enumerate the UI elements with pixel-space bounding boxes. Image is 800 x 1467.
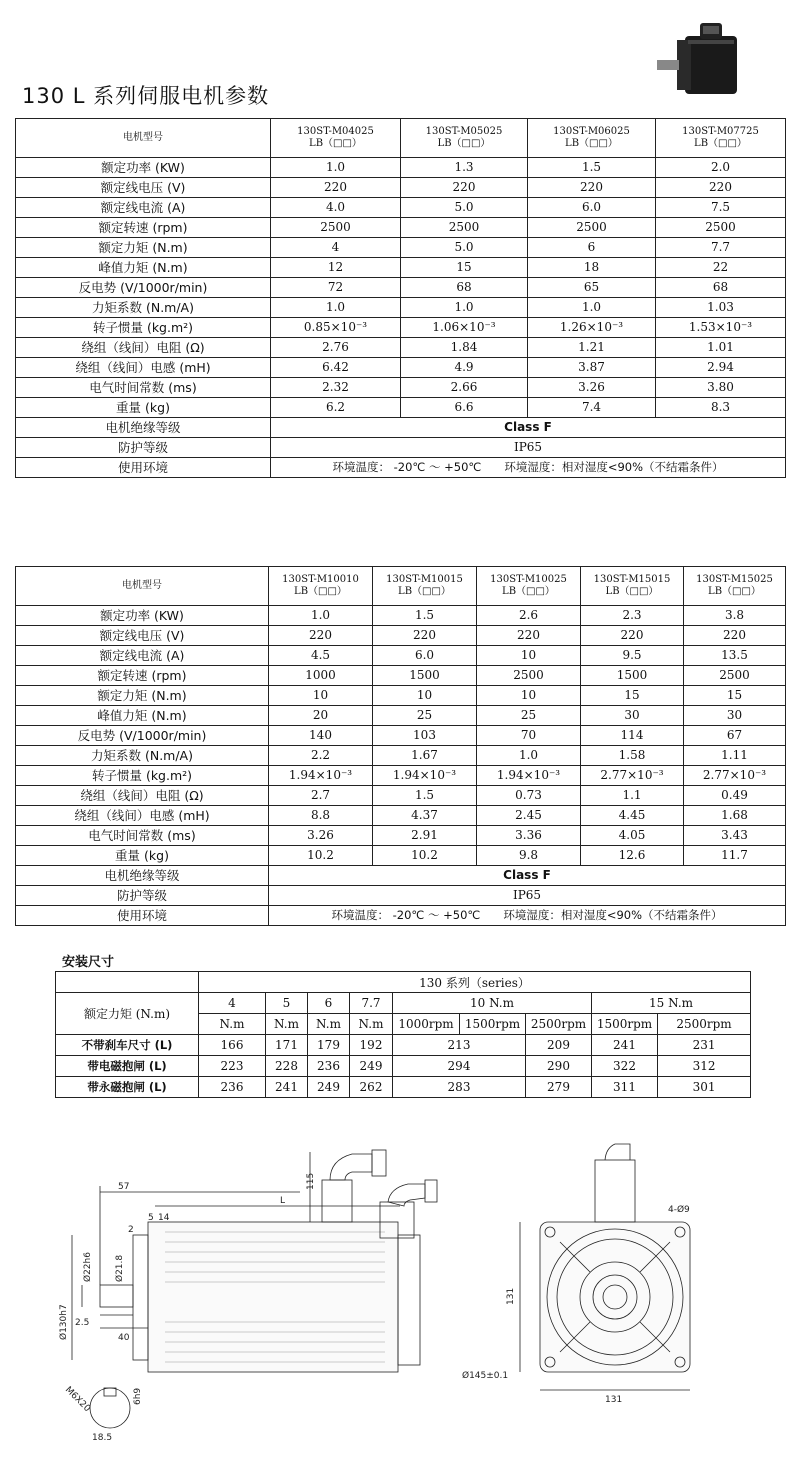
group-10nm: 10 N.m — [393, 993, 592, 1014]
model-name: 130ST-M15025 — [696, 574, 773, 585]
dims-value: 290 — [526, 1056, 592, 1077]
spec-value: 1.94×10⁻³ — [373, 766, 477, 786]
spec-value: 1.58 — [581, 746, 684, 766]
model-name: 130ST-M10010 — [282, 574, 359, 585]
unit: N.m — [308, 1014, 350, 1035]
dims-value: 209 — [526, 1035, 592, 1056]
spec-value: 1500 — [373, 666, 477, 686]
spec-value: 10.2 — [269, 846, 373, 866]
environment-row — [16, 906, 786, 926]
model-header-row — [16, 119, 786, 158]
unit: N.m — [266, 1014, 308, 1035]
model-suffix: LB（□□） — [694, 138, 747, 149]
model-name: 130ST-M07725 — [682, 126, 759, 137]
model-suffix: LB（□□） — [437, 138, 491, 149]
insulation-row-label: 电机绝缘等级 — [16, 866, 269, 886]
torque-value: 5 — [266, 993, 308, 1014]
spec-value: 2.94 — [656, 358, 786, 378]
spec-label: 峰值力矩 (N.m) — [16, 706, 269, 726]
dims-row-label: 不带刹车尺寸 (L) — [56, 1035, 199, 1056]
speed: 1000rpm — [393, 1014, 460, 1035]
spec-row — [16, 278, 786, 298]
model-name-cell — [271, 119, 401, 158]
dims-value: 223 — [199, 1056, 266, 1077]
environment-row — [16, 458, 786, 478]
spec-value: 1.01 — [656, 338, 786, 358]
dims-value: 236 — [308, 1056, 350, 1077]
model-suffix: LB（□□） — [502, 586, 555, 597]
dims-value: 228 — [266, 1056, 308, 1077]
dim-22h6: Ø22h6 — [83, 1252, 93, 1282]
dims-row-label: 带永磁抱闸 (L) — [56, 1077, 199, 1098]
unit: N.m — [199, 1014, 266, 1035]
spec-value: 220 — [528, 178, 656, 198]
dim-115: 115 — [306, 1172, 316, 1190]
spec-value: 2.0 — [656, 158, 786, 178]
spec-value: 70 — [477, 726, 581, 746]
spec-value: 4.37 — [373, 806, 477, 826]
spec-label: 峰值力矩 (N.m) — [16, 258, 271, 278]
spec-row — [16, 626, 786, 646]
dims-value: 179 — [308, 1035, 350, 1056]
dims-value: 241 — [266, 1077, 308, 1098]
dims-value: 301 — [658, 1077, 751, 1098]
model-name-cell — [581, 567, 684, 606]
spec-value: 18 — [528, 258, 656, 278]
spec-row — [16, 218, 786, 238]
spec-value: 3.36 — [477, 826, 581, 846]
spec-value: 3.26 — [528, 378, 656, 398]
spec-value: 65 — [528, 278, 656, 298]
insulation-row-value: Class F — [271, 418, 786, 438]
environment-row-value: 环境温度： -20℃ ～ +50℃ 环境湿度：相对湿度<90%（不结霜条件） — [271, 458, 786, 478]
spec-value: 1.03 — [656, 298, 786, 318]
spec-value: 25 — [373, 706, 477, 726]
dim-m6x20: M6X20 — [62, 1385, 92, 1415]
spec-value: 7.7 — [656, 238, 786, 258]
model-name: 130ST-M10025 — [490, 574, 567, 585]
spec-value: 15 — [684, 686, 786, 706]
spec-value: 0.49 — [684, 786, 786, 806]
spec-value: 1.11 — [684, 746, 786, 766]
spec-value: 2500 — [271, 218, 401, 238]
spec-value: 3.80 — [656, 378, 786, 398]
spec-value: 0.73 — [477, 786, 581, 806]
spec-row — [16, 178, 786, 198]
dims-value: 249 — [308, 1077, 350, 1098]
page-title: 130 L 系列伺服电机参数 — [22, 84, 270, 108]
spec-label: 重量 (kg) — [16, 398, 271, 418]
dim-131-width: 131 — [605, 1395, 623, 1405]
model-header-label: 电机型号 — [16, 567, 269, 606]
insulation-row-value: Class F — [269, 866, 786, 886]
spec-row — [16, 746, 786, 766]
model-name: 130ST-M10015 — [386, 574, 463, 585]
spec-value: 2.76 — [271, 338, 401, 358]
spec-value: 1.0 — [271, 158, 401, 178]
spec-value: 220 — [271, 178, 401, 198]
dimension-drawing — [0, 1140, 800, 1467]
spec-row — [16, 358, 786, 378]
torque-value: 6 — [308, 993, 350, 1014]
insulation-row-label: 电机绝缘等级 — [16, 418, 271, 438]
spec-value: 10 — [269, 686, 373, 706]
spec-row — [16, 686, 786, 706]
dim-21: Ø21.8 — [115, 1254, 125, 1282]
spec-value: 2.77×10⁻³ — [581, 766, 684, 786]
spec-value: 6.42 — [271, 358, 401, 378]
dims-value: 322 — [592, 1056, 658, 1077]
spec-value: 1.5 — [528, 158, 656, 178]
spec-value: 2.66 — [401, 378, 528, 398]
spec-value: 6.6 — [401, 398, 528, 418]
spec-value: 4.5 — [269, 646, 373, 666]
spec-value: 0.85×10⁻³ — [271, 318, 401, 338]
spec-value: 1500 — [581, 666, 684, 686]
dims-row-label: 带电磁抱闸 (L) — [56, 1056, 199, 1077]
spec-value: 4.05 — [581, 826, 684, 846]
spec-value: 6.2 — [271, 398, 401, 418]
spec-value: 72 — [271, 278, 401, 298]
spec-label: 额定转速 (rpm) — [16, 666, 269, 686]
spec-table-1 — [15, 118, 786, 478]
group-15nm: 15 N.m — [592, 993, 751, 1014]
spec-value: 1.0 — [271, 298, 401, 318]
spec-value: 12 — [271, 258, 401, 278]
spec-value: 68 — [401, 278, 528, 298]
protection-row — [16, 438, 786, 458]
dims-value: 213 — [393, 1035, 526, 1056]
spec-value: 2.6 — [477, 606, 581, 626]
spec-row — [16, 238, 786, 258]
dims-value: 249 — [350, 1056, 393, 1077]
dim-18-5: 18.5 — [92, 1433, 113, 1443]
spec-row — [16, 646, 786, 666]
spec-value: 1.53×10⁻³ — [656, 318, 786, 338]
spec-label: 绕组（线间）电感 (mH) — [16, 806, 269, 826]
dim-5: 5 — [148, 1213, 154, 1223]
spec-value: 4.0 — [271, 198, 401, 218]
spec-value: 8.3 — [656, 398, 786, 418]
spec-value: 4.9 — [401, 358, 528, 378]
spec-value: 2.3 — [581, 606, 684, 626]
model-suffix: LB（□□） — [294, 586, 347, 597]
spec-value: 1.68 — [684, 806, 786, 826]
spec-row — [16, 786, 786, 806]
series-header: 130 系列（series） — [199, 972, 751, 993]
speed: 1500rpm — [592, 1014, 658, 1035]
model-name: 130ST-M06025 — [553, 126, 630, 137]
dims-value: 312 — [658, 1056, 751, 1077]
model-name: 130ST-M04025 — [297, 126, 374, 137]
spec-value: 1.0 — [477, 746, 581, 766]
spec-value: 220 — [373, 626, 477, 646]
spec-value: 20 — [269, 706, 373, 726]
dim-130h7: Ø130h7 — [59, 1304, 69, 1340]
model-name-cell — [477, 567, 581, 606]
spec-value: 1.0 — [269, 606, 373, 626]
dims-value: 294 — [393, 1056, 526, 1077]
motor-photo — [655, 18, 745, 98]
spec-value: 3.26 — [269, 826, 373, 846]
spec-row — [16, 198, 786, 218]
spec-value: 2.7 — [269, 786, 373, 806]
protection-row-value: IP65 — [271, 438, 786, 458]
spec-row — [16, 298, 786, 318]
spec-value: 1.5 — [373, 786, 477, 806]
spec-value: 114 — [581, 726, 684, 746]
spec-value: 1.84 — [401, 338, 528, 358]
spec-label: 额定力矩 (N.m) — [16, 238, 271, 258]
spec-label: 重量 (kg) — [16, 846, 269, 866]
dims-value: 192 — [350, 1035, 393, 1056]
torque-value: 7.7 — [350, 993, 393, 1014]
torque-label: 额定力矩 (N.m) — [56, 993, 199, 1035]
spec-label: 反电势 (V/1000r/min) — [16, 726, 269, 746]
spec-value: 2.2 — [269, 746, 373, 766]
spec-value: 220 — [269, 626, 373, 646]
spec-value: 7.4 — [528, 398, 656, 418]
spec-label: 额定转速 (rpm) — [16, 218, 271, 238]
spec-label: 额定功率 (KW) — [16, 606, 269, 626]
speed: 2500rpm — [526, 1014, 592, 1035]
spec-label: 力矩系数 (N.m/A) — [16, 746, 269, 766]
spec-label: 额定线电压 (V) — [16, 178, 271, 198]
spec-label: 电气时间常数 (ms) — [16, 826, 269, 846]
speed: 2500rpm — [658, 1014, 751, 1035]
spec-value: 220 — [684, 626, 786, 646]
spec-table-2 — [15, 566, 786, 926]
environment-row-label: 使用环境 — [16, 906, 269, 926]
dims-value: 166 — [199, 1035, 266, 1056]
spec-value: 3.87 — [528, 358, 656, 378]
spec-value: 2.45 — [477, 806, 581, 826]
spec-value: 220 — [401, 178, 528, 198]
protection-row-label: 防护等级 — [16, 886, 269, 906]
spec-value: 30 — [684, 706, 786, 726]
spec-value: 1.21 — [528, 338, 656, 358]
spec-value: 15 — [581, 686, 684, 706]
environment-row-value: 环境温度： -20℃ ～ +50℃ 环境湿度：相对湿度<90%（不结霜条件） — [269, 906, 786, 926]
spec-value: 1.3 — [401, 158, 528, 178]
spec-value: 22 — [656, 258, 786, 278]
spec-value: 9.8 — [477, 846, 581, 866]
model-name: 130ST-M05025 — [425, 126, 503, 137]
dim-4-holes: 4-Ø9 — [668, 1205, 690, 1215]
spec-row — [16, 726, 786, 746]
spec-value: 10.2 — [373, 846, 477, 866]
protection-row — [16, 886, 786, 906]
spec-value: 2.32 — [271, 378, 401, 398]
spec-row — [16, 258, 786, 278]
spec-value: 4 — [271, 238, 401, 258]
spec-value: 8.8 — [269, 806, 373, 826]
spec-row — [16, 806, 786, 826]
spec-value: 1.5 — [373, 606, 477, 626]
spec-label: 绕组（线间）电阻 (Ω) — [16, 338, 271, 358]
spec-label: 绕组（线间）电感 (mH) — [16, 358, 271, 378]
environment-row-label: 使用环境 — [16, 458, 271, 478]
spec-value: 220 — [656, 178, 786, 198]
spec-row — [16, 378, 786, 398]
model-name-cell — [684, 567, 786, 606]
dims-value: 311 — [592, 1077, 658, 1098]
dims-value: 283 — [393, 1077, 526, 1098]
spec-row — [16, 606, 786, 626]
spec-label: 电气时间常数 (ms) — [16, 378, 271, 398]
spec-value: 5.0 — [401, 198, 528, 218]
spec-row — [16, 846, 786, 866]
spec-value: 12.6 — [581, 846, 684, 866]
insulation-row — [16, 418, 786, 438]
torque-value: 4 — [199, 993, 266, 1014]
model-header-label: 电机型号 — [16, 119, 271, 158]
dim-40: 40 — [118, 1333, 130, 1343]
spec-label: 额定力矩 (N.m) — [16, 686, 269, 706]
dims-row — [56, 1056, 751, 1077]
spec-value: 1.67 — [373, 746, 477, 766]
model-header-row — [16, 567, 786, 606]
spec-row — [16, 338, 786, 358]
model-suffix: LB（□□） — [309, 138, 362, 149]
spec-value: 2.77×10⁻³ — [684, 766, 786, 786]
spec-label: 力矩系数 (N.m/A) — [16, 298, 271, 318]
spec-value: 30 — [581, 706, 684, 726]
spec-value: 6.0 — [373, 646, 477, 666]
spec-value: 67 — [684, 726, 786, 746]
spec-value: 15 — [401, 258, 528, 278]
spec-value: 1000 — [269, 666, 373, 686]
spec-value: 11.7 — [684, 846, 786, 866]
install-dimensions-title: 安装尺寸 — [62, 955, 115, 970]
dimensions-table — [55, 971, 751, 1098]
spec-value: 1.0 — [528, 298, 656, 318]
spec-row — [16, 398, 786, 418]
spec-row — [16, 706, 786, 726]
spec-row — [16, 318, 786, 338]
spec-row — [16, 158, 786, 178]
spec-value: 3.8 — [684, 606, 786, 626]
protection-row-value: IP65 — [269, 886, 786, 906]
dim-145: Ø145±0.1 — [462, 1371, 509, 1381]
spec-value: 1.0 — [401, 298, 528, 318]
spec-label: 额定功率 (KW) — [16, 158, 271, 178]
spec-value: 4.45 — [581, 806, 684, 826]
insulation-row — [16, 866, 786, 886]
spec-row — [16, 766, 786, 786]
model-name-cell — [656, 119, 786, 158]
spec-value: 1.94×10⁻³ — [477, 766, 581, 786]
model-name: 130ST-M15015 — [593, 574, 671, 585]
dim-2-5: 2.5 — [75, 1318, 90, 1328]
dims-value: 279 — [526, 1077, 592, 1098]
spec-value: 1.06×10⁻³ — [401, 318, 528, 338]
spec-value: 68 — [656, 278, 786, 298]
model-suffix: LB（□□） — [708, 586, 761, 597]
spec-value: 2500 — [656, 218, 786, 238]
dims-value: 231 — [658, 1035, 751, 1056]
spec-label: 转子惯量 (kg.m²) — [16, 318, 271, 338]
dim-L: L — [280, 1196, 286, 1206]
dims-row — [56, 1077, 751, 1098]
spec-value: 6.0 — [528, 198, 656, 218]
dim-14: 14 — [158, 1213, 170, 1223]
model-suffix: LB（□□） — [565, 138, 618, 149]
spec-value: 6 — [528, 238, 656, 258]
spec-value: 5.0 — [401, 238, 528, 258]
spec-label: 转子惯量 (kg.m²) — [16, 766, 269, 786]
spec-row — [16, 666, 786, 686]
spec-value: 220 — [581, 626, 684, 646]
spec-value: 10 — [373, 686, 477, 706]
model-name-cell — [401, 119, 528, 158]
dim-57: 57 — [118, 1182, 130, 1192]
spec-value: 7.5 — [656, 198, 786, 218]
spec-value: 2500 — [477, 666, 581, 686]
spec-value: 140 — [269, 726, 373, 746]
spec-value: 1.26×10⁻³ — [528, 318, 656, 338]
spec-value: 2500 — [528, 218, 656, 238]
spec-value: 2.91 — [373, 826, 477, 846]
dim-6h9: 6h9 — [133, 1387, 143, 1405]
spec-value: 13.5 — [684, 646, 786, 666]
spec-value: 3.43 — [684, 826, 786, 846]
dims-value: 236 — [199, 1077, 266, 1098]
spec-label: 额定线电压 (V) — [16, 626, 269, 646]
model-suffix: LB（□□） — [398, 586, 451, 597]
spec-value: 103 — [373, 726, 477, 746]
model-name-cell — [373, 567, 477, 606]
spec-value: 2500 — [684, 666, 786, 686]
dims-value: 171 — [266, 1035, 308, 1056]
spec-label: 绕组（线间）电阻 (Ω) — [16, 786, 269, 806]
spec-label: 额定线电流 (A) — [16, 198, 271, 218]
spec-value: 10 — [477, 686, 581, 706]
spec-value: 2500 — [401, 218, 528, 238]
model-suffix: LB（□□） — [605, 586, 659, 597]
spec-row — [16, 826, 786, 846]
spec-value: 1.1 — [581, 786, 684, 806]
spec-label: 额定线电流 (A) — [16, 646, 269, 666]
spec-value: 9.5 — [581, 646, 684, 666]
speed: 1500rpm — [460, 1014, 526, 1035]
model-name-cell — [528, 119, 656, 158]
protection-row-label: 防护等级 — [16, 438, 271, 458]
dim-2: 2 — [128, 1225, 134, 1235]
spec-label: 反电势 (V/1000r/min) — [16, 278, 271, 298]
unit: N.m — [350, 1014, 393, 1035]
dims-value: 262 — [350, 1077, 393, 1098]
spec-value: 220 — [477, 626, 581, 646]
dim-131-height: 131 — [506, 1287, 516, 1305]
spec-value: 25 — [477, 706, 581, 726]
dims-value: 241 — [592, 1035, 658, 1056]
model-name-cell — [269, 567, 373, 606]
spec-value: 10 — [477, 646, 581, 666]
dims-row — [56, 1035, 751, 1056]
spec-value: 1.94×10⁻³ — [269, 766, 373, 786]
